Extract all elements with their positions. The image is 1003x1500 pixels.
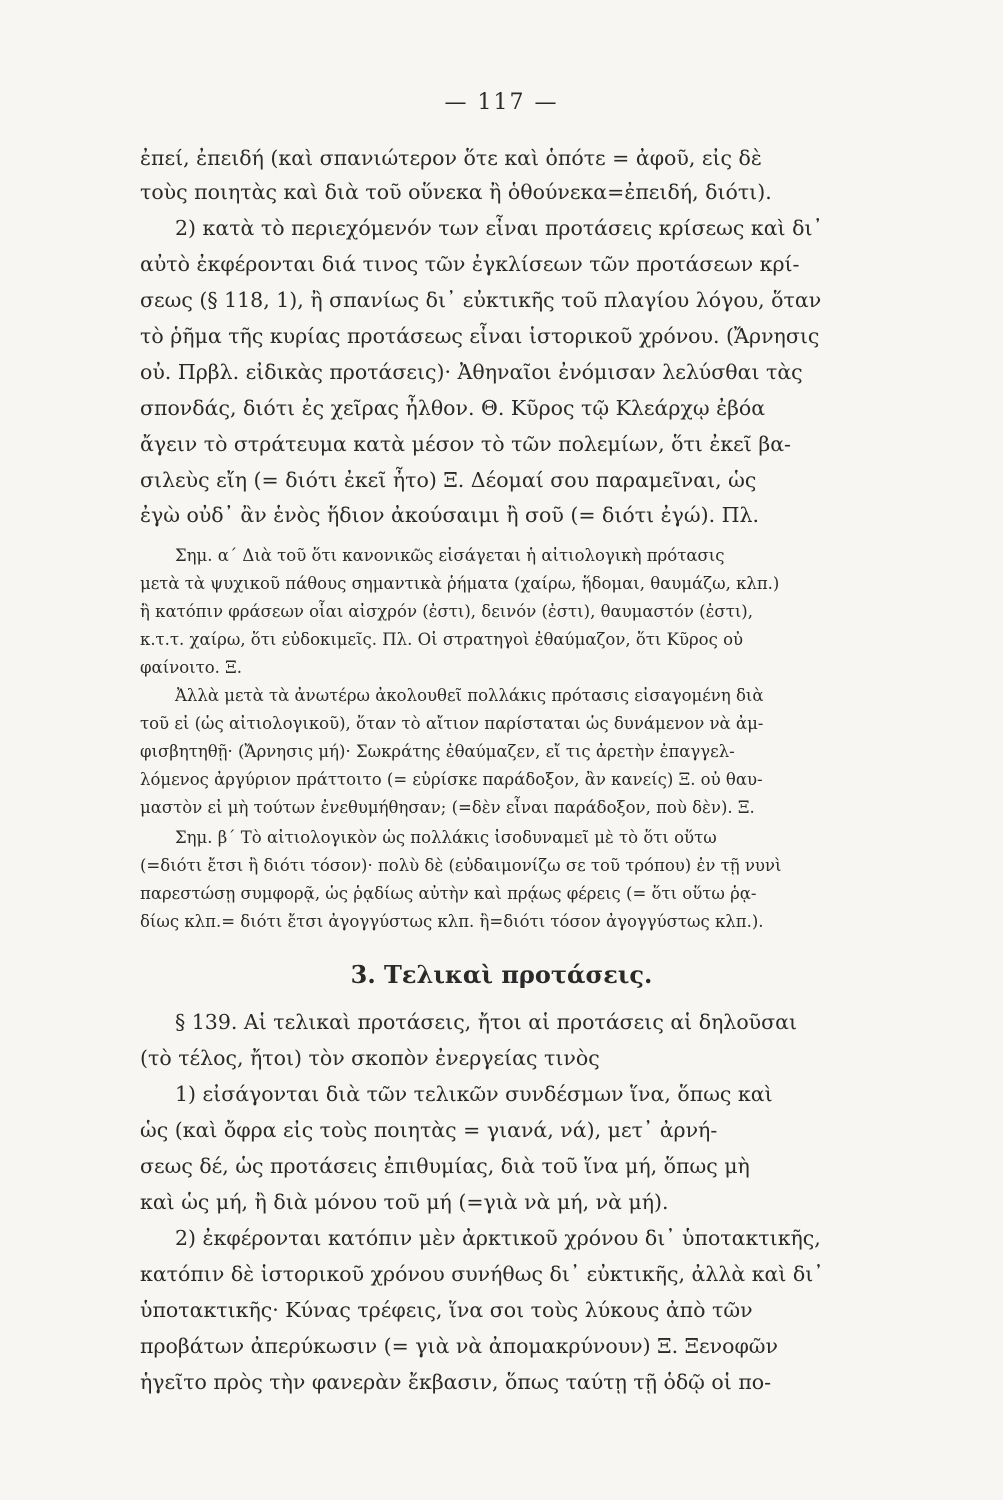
text-line: τὸ ῥῆμα τῆς κυρίας προτάσεως εἶναι ἱστορικοῦ χρόνου. (Ἄρνησις (140, 324, 820, 348)
text-line: κατόπιν δὲ ἱστορικοῦ χρόνου συνήθως δι᾿ εὐκτικῆς, ἀλλὰ καὶ δι᾿ (140, 1262, 824, 1286)
text-line: 2) κατὰ τὸ περιεχόμενόν των εἶναι προτάσεις κρίσεως καὶ δι᾿ (175, 216, 823, 240)
page-number: — 117 — (444, 90, 559, 115)
text-line: σιλεὺς εἴη (= διότι ἐκεῖ ἦτο) Ξ. Δέομαί σου παραμεῖναι, ὡς (140, 468, 757, 492)
note-line: μαστὸν εἰ μὴ τούτων ἐνεθυμήθησαν; (=δὲν εἶναι παράδοξον, ποὺ δὲν). Ξ. (140, 798, 755, 817)
text-line: σπονδάς, διότι ἐς χεῖρας ἦλθον. Θ. Κῦρος τῷ Κλεάρχῳ ἐβόα (140, 396, 766, 420)
text-line: ἡγεῖτο πρὸς τὴν φανερὰν ἔκβασιν, ὅπως ταύτῃ τῇ ὁδῷ οἱ πο- (140, 1370, 772, 1394)
note-line: φαίνοιτο. Ξ. (140, 658, 243, 677)
note-line: παρεστώσῃ συμφορᾷ, ὡς ῥᾳδίως αὐτὴν καὶ πρᾴως φέρεις (= ὅτι οὕτω ῥᾳ- (140, 884, 757, 903)
note-line: δίως κλπ.= διότι ἔτσι ἀγογγύστως κλπ. ἢ=διότι τόσον ἀγογγύστως κλπ.). (140, 912, 764, 931)
note-line: κ.τ.τ. χαίρω, ὅτι εὐδοκιμεῖς. Πλ. Οἱ στρατηγοὶ ἐθαύμαζον, ὅτι Κῦρος οὐ (140, 630, 744, 649)
text-line: ὡς (καὶ ὄφρα εἰς τοὺς ποιητὰς = γιανά, νά), μετ᾿ ἀρνή- (140, 1118, 718, 1142)
text-line: 1) εἰσάγονται διὰ τῶν τελικῶν συνδέσμων ἵνα, ὅπως καὶ (175, 1082, 773, 1106)
text-line: καὶ ὡς μή, ἢ διὰ μόνου τοῦ μή (=γιὰ νὰ μή, νὰ μή). (140, 1190, 669, 1214)
section-heading: 3. Τελικαὶ προτάσεις. (350, 960, 653, 989)
text-line: αὐτὸ ἐκφέρονται διά τινος τῶν ἐγκλίσεων τῶν προτάσεων κρί- (140, 252, 800, 276)
text-line: ὑποτακτικῆς· Κύνας τρέφεις, ἵνα σοι τοὺς λύκους ἀπὸ τῶν (140, 1298, 753, 1322)
text-line: (τὸ τέλος, ἤτοι) τὸν σκοπὸν ἐνεργείας τινὸς (140, 1046, 600, 1070)
text-line: 2) ἐκφέρονται κατόπιν μὲν ἀρκτικοῦ χρόνου δι᾿ ὑποτακτικῆς, (175, 1226, 821, 1250)
text-line: ἐγὼ οὐδ᾿ ἂν ἑνὸς ἥδιον ἀκούσαιμι ἢ σοῦ (= διότι ἐγώ). Πλ. (140, 503, 760, 527)
text-line: σεως (§ 118, 1), ἢ σπανίως δι᾿ εὐκτικῆς τοῦ πλαγίου λόγου, ὅταν (140, 288, 822, 312)
note-line: φισβητηθῇ· (Ἄρνησις μή)· Σωκράτης ἐθαύμαζεν, εἴ τις ἀρετὴν ἐπαγγελ- (140, 742, 735, 761)
text-line: τοὺς ποιητὰς καὶ διὰ τοῦ οὕνεκα ἢ ὁθούνεκα=ἐπειδή, διότι). (140, 180, 772, 204)
note-line: ἢ κατόπιν φράσεων οἷαι αἰσχρόν (ἐστι), δεινόν (ἐστι), θαυμαστόν (ἐστι), (140, 602, 753, 621)
text-line: προβάτων ἀπερύκωσιν (= γιὰ νὰ ἀπομακρύνουν) Ξ. Ξενοφῶν (140, 1334, 778, 1358)
text-line: § 139. Αἱ τελικαὶ προτάσεις, ἤτοι αἱ προτάσεις αἱ δηλοῦσαι (175, 1010, 798, 1034)
text-line: ἐπεί, ἐπειδή (καὶ σπανιώτερον ὅτε καὶ ὁπότε = ἀφοῦ, εἰς δὲ (140, 146, 762, 170)
note-line: (=διότι ἔτσι ἢ διότι τόσον)· πολὺ δὲ (εὐδαιμονίζω σε τοῦ τρόπου) ἐν τῇ νυνὶ (140, 856, 782, 875)
note-line: μετὰ τὰ ψυχικοῦ πάθους σημαντικὰ ῥήματα (χαίρω, ἥδομαι, θαυμάζω, κλπ.) (140, 574, 780, 593)
note-line: τοῦ εἰ (ὡς αἰτιολογικοῦ), ὅταν τὸ αἴτιον παρίσταται ὡς δυνάμενον νὰ ἀμ- (140, 714, 764, 733)
note-line: Ἀλλὰ μετὰ τὰ ἀνωτέρω ἀκολουθεῖ πολλάκις πρότασις εἰσαγομένη διὰ (175, 686, 764, 705)
text-line: ἄγειν τὸ στράτευμα κατὰ μέσον τὸ τῶν πολεμίων, ὅτι ἐκεῖ βα- (140, 432, 791, 456)
note-line: Σημ. α´ Διὰ τοῦ ὅτι κανονικῶς εἰσάγεται ἡ αἰτιολογικὴ πρότασις (175, 546, 725, 565)
note-line: λόμενος ἀργύριον πράττοιτο (= εὑρίσκε παράδοξον, ἂν κανείς) Ξ. οὐ θαυ- (140, 770, 763, 789)
text-line: οὐ. Πρβλ. εἰδικὰς προτάσεις)· Ἀθηναῖοι ἐνόμισαν λελύσθαι τὰς (140, 360, 803, 384)
note-line: Σημ. β´ Τὸ αἰτιολογικὸν ὡς πολλάκις ἰσοδυναμεῖ μὲ τὸ ὅτι οὕτω (175, 828, 717, 847)
text-line: σεως δέ, ὡς προτάσεις ἐπιθυμίας, διὰ τοῦ ἵνα μή, ὅπως μὴ (140, 1154, 750, 1178)
